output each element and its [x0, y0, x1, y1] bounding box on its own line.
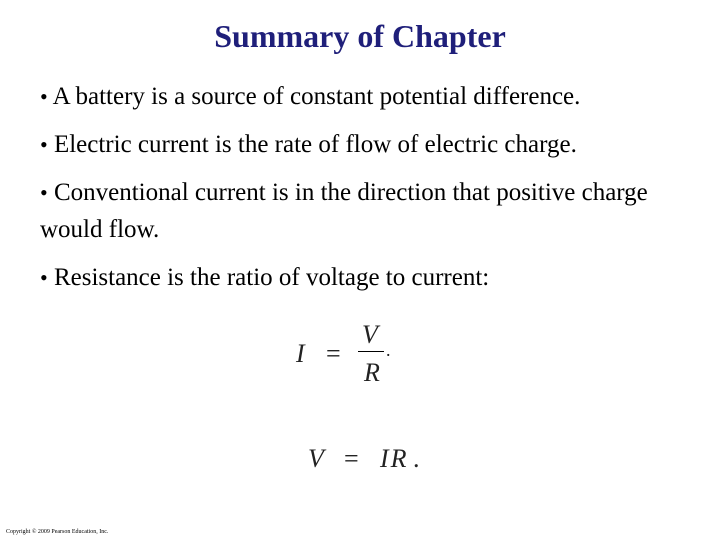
bullet-marker: •: [40, 132, 48, 157]
equation-equals: =: [326, 339, 341, 368]
bullet-marker: •: [40, 180, 48, 205]
fraction-denominator: R: [364, 358, 380, 387]
equation-end: .: [413, 444, 420, 473]
equation-end: .: [386, 340, 391, 360]
bullet-text: A battery is a source of constant potential difference.: [52, 83, 581, 110]
equation-rhs: IR: [380, 444, 409, 473]
fraction-numerator: V: [362, 320, 378, 349]
equation-equals: =: [344, 444, 359, 473]
bullet-marker: •: [40, 265, 48, 290]
equation-lhs: I: [296, 339, 305, 368]
equation-lhs: V: [308, 444, 324, 473]
bullet-text: Conventional current is in the direction that positive charge would flow.: [40, 179, 648, 243]
bullet-text: Electric current is the rate of flow of electric charge.: [53, 131, 577, 158]
bullet-text: Resistance is the ratio of voltage to current:: [53, 264, 490, 291]
slide-title: Summary of Chapter: [214, 18, 506, 54]
bullet-marker: •: [40, 84, 48, 109]
copyright-notice: Copyright © 2009 Pearson Education, Inc.: [6, 529, 109, 535]
